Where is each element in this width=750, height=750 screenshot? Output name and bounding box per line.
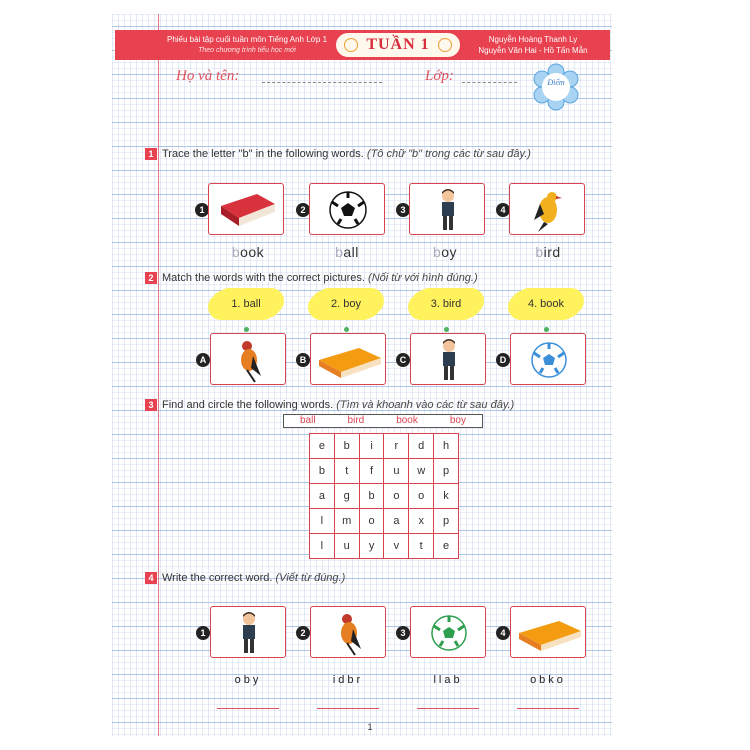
grid-cell[interactable]: b (334, 434, 359, 459)
grid-cell[interactable]: r (384, 434, 409, 459)
answer-line[interactable] (417, 708, 479, 709)
match-picture-ball[interactable] (510, 333, 586, 385)
match-word-cloud[interactable]: 2. boy (311, 290, 381, 318)
section-2-title-vi: (Nối từ với hình đúng.) (368, 272, 478, 284)
match-word-cloud[interactable]: 1. ball (211, 290, 281, 318)
picture-letter: C (396, 353, 410, 367)
scrambled-word: llab (433, 674, 463, 686)
section-2-number: 2 (145, 272, 157, 284)
grid-cell[interactable]: y (359, 534, 384, 559)
trace-letter: b (432, 244, 442, 260)
section-3-title-en: Find and circle the following words. (162, 399, 334, 411)
bird-icon (311, 607, 387, 659)
trace-letter: b (335, 244, 344, 260)
bird-icon (211, 334, 287, 386)
section-4-title (162, 572, 345, 584)
grid-cell[interactable]: l (310, 509, 335, 534)
grid-cell[interactable]: b (310, 459, 335, 484)
grid-row (310, 434, 459, 459)
week-label: TUẦN 1 (366, 36, 430, 53)
answer-line[interactable] (517, 708, 579, 709)
match-word-cloud[interactable]: 3. bird (411, 290, 481, 318)
authors-block (462, 34, 604, 56)
section-1-title-en: Trace the letter "b" in the following words. (162, 148, 364, 160)
book-icon (511, 607, 587, 659)
word-rest: all (343, 244, 359, 260)
boy-icon (410, 184, 486, 236)
ball-icon (411, 607, 487, 659)
word-list (283, 414, 483, 428)
picture-card-bird (509, 183, 585, 235)
grid-cell[interactable]: x (409, 509, 434, 534)
grid-cell[interactable]: p (434, 509, 459, 534)
grid-row (310, 534, 459, 559)
word-rest: ird (543, 244, 561, 260)
boy-icon (211, 607, 287, 659)
trace-word (405, 244, 485, 260)
section-1-number: 1 (145, 148, 157, 160)
picture-card-book (208, 183, 284, 235)
trace-word (307, 244, 387, 260)
item-number: 3 (396, 626, 410, 640)
word-list-item: boy (449, 415, 466, 426)
scrambled-word: oby (234, 674, 262, 686)
grid-cell[interactable]: h (434, 434, 459, 459)
grid-cell[interactable]: u (384, 459, 409, 484)
word-list-item: ball (299, 415, 316, 426)
class-label: Lớp: (425, 68, 454, 84)
picture-letter: A (196, 353, 210, 367)
grid-cell[interactable]: t (334, 459, 359, 484)
ornament-icon (344, 38, 358, 52)
answer-line[interactable] (217, 708, 279, 709)
match-dot[interactable] (544, 327, 549, 332)
bird-icon (510, 184, 586, 236)
word-rest: ook (240, 244, 265, 260)
picture-letter: D (496, 353, 510, 367)
grid-cell[interactable]: a (384, 509, 409, 534)
item-number: 4 (496, 203, 510, 217)
picture-card-book (510, 606, 586, 658)
grid-cell[interactable]: a (310, 484, 335, 509)
trace-word (208, 244, 288, 260)
match-dot[interactable] (444, 327, 449, 332)
week-badge (334, 31, 462, 59)
match-dot[interactable] (344, 327, 349, 332)
section-2-title (162, 272, 478, 284)
picture-letter: B (296, 353, 310, 367)
section-1-title-vi: (Tô chữ "b" trong các từ sau đây.) (366, 148, 531, 160)
name-field[interactable] (262, 82, 382, 83)
section-3-title-vi: (Tìm và khoanh vào các từ sau đây.) (336, 399, 515, 411)
grid-cell[interactable]: e (434, 534, 459, 559)
trace-letter: b (231, 244, 241, 260)
boy-icon (411, 334, 487, 386)
section-4-title-vi: (Viết từ đúng.) (275, 572, 346, 584)
section-3-number: 3 (145, 399, 157, 411)
match-word-cloud[interactable]: 4. book (511, 290, 581, 318)
margin-line (158, 14, 159, 736)
picture-card-ball (410, 606, 486, 658)
grid-row (310, 509, 459, 534)
trace-word (508, 244, 588, 260)
grid-cell[interactable]: f (359, 459, 384, 484)
page-number: 1 (367, 722, 373, 732)
worksheet-title: Phiếu bài tập cuối tuần môn Tiếng Anh Lớp 1 (166, 35, 328, 44)
grid-cell[interactable]: k (434, 484, 459, 509)
worksheet-title-block (152, 34, 342, 56)
grid-cell[interactable]: i (359, 434, 384, 459)
word-list-item: book (396, 415, 418, 426)
grid-cell[interactable]: d (409, 434, 434, 459)
match-picture-book[interactable] (310, 333, 386, 385)
score-label: Điểm (547, 78, 565, 87)
grid-cell[interactable]: b (359, 484, 384, 509)
match-dot[interactable] (244, 327, 249, 332)
grid-cell[interactable]: v (384, 534, 409, 559)
worksheet-subtitle: Theo chương trình tiểu học mới (198, 47, 296, 54)
grid-cell[interactable]: e (310, 434, 335, 459)
ball-icon (310, 184, 386, 236)
scrambled-word: obko (530, 674, 566, 686)
ornament-icon (438, 38, 452, 52)
grid-cell[interactable]: t (409, 534, 434, 559)
answer-line[interactable] (317, 708, 379, 709)
grid-cell[interactable]: l (310, 534, 335, 559)
class-field[interactable] (462, 82, 517, 83)
section-4-number: 4 (145, 572, 157, 584)
book-icon (311, 334, 387, 386)
section-4-title-en: Write the correct word. (162, 572, 273, 584)
section-2-title-en: Match the words with the correct pictures. (162, 272, 365, 284)
word-list-item: bird (347, 415, 365, 426)
grid-cell[interactable]: o (359, 509, 384, 534)
grid-cell[interactable]: o (409, 484, 434, 509)
item-number: 1 (195, 203, 209, 217)
picture-card-ball (309, 183, 385, 235)
grid-cell[interactable]: w (409, 459, 434, 484)
match-picture-bird[interactable] (210, 333, 286, 385)
grid-cell[interactable]: u (334, 534, 359, 559)
book-icon (209, 184, 285, 236)
grid-row (310, 484, 459, 509)
ball-icon (511, 334, 587, 386)
picture-card-bird (310, 606, 386, 658)
grid-cell[interactable]: g (334, 484, 359, 509)
match-picture-boy[interactable] (410, 333, 486, 385)
word-rest: oy (441, 244, 458, 260)
scrambled-word: idbr (332, 674, 364, 686)
item-number: 4 (496, 626, 510, 640)
author-line-2: Nguyễn Văn Hai - Hồ Tấn Mẫn (478, 46, 588, 55)
item-number: 2 (296, 626, 310, 640)
grid-row (310, 459, 459, 484)
name-label: Họ và tên: (176, 68, 240, 84)
section-3-title (162, 399, 514, 411)
item-number: 2 (296, 203, 310, 217)
word-search-grid (309, 433, 459, 559)
picture-card-boy (409, 183, 485, 235)
trace-letter: b (535, 244, 544, 260)
grid-cell[interactable]: p (434, 459, 459, 484)
grid-cell[interactable]: o (384, 484, 409, 509)
author-line-1: Nguyễn Hoàng Thanh Ly (488, 35, 578, 44)
item-number: 1 (196, 626, 210, 640)
picture-card-boy (210, 606, 286, 658)
section-1-title (162, 148, 531, 160)
score-badge-icon (530, 62, 582, 112)
grid-cell[interactable]: m (334, 509, 359, 534)
item-number: 3 (396, 203, 410, 217)
